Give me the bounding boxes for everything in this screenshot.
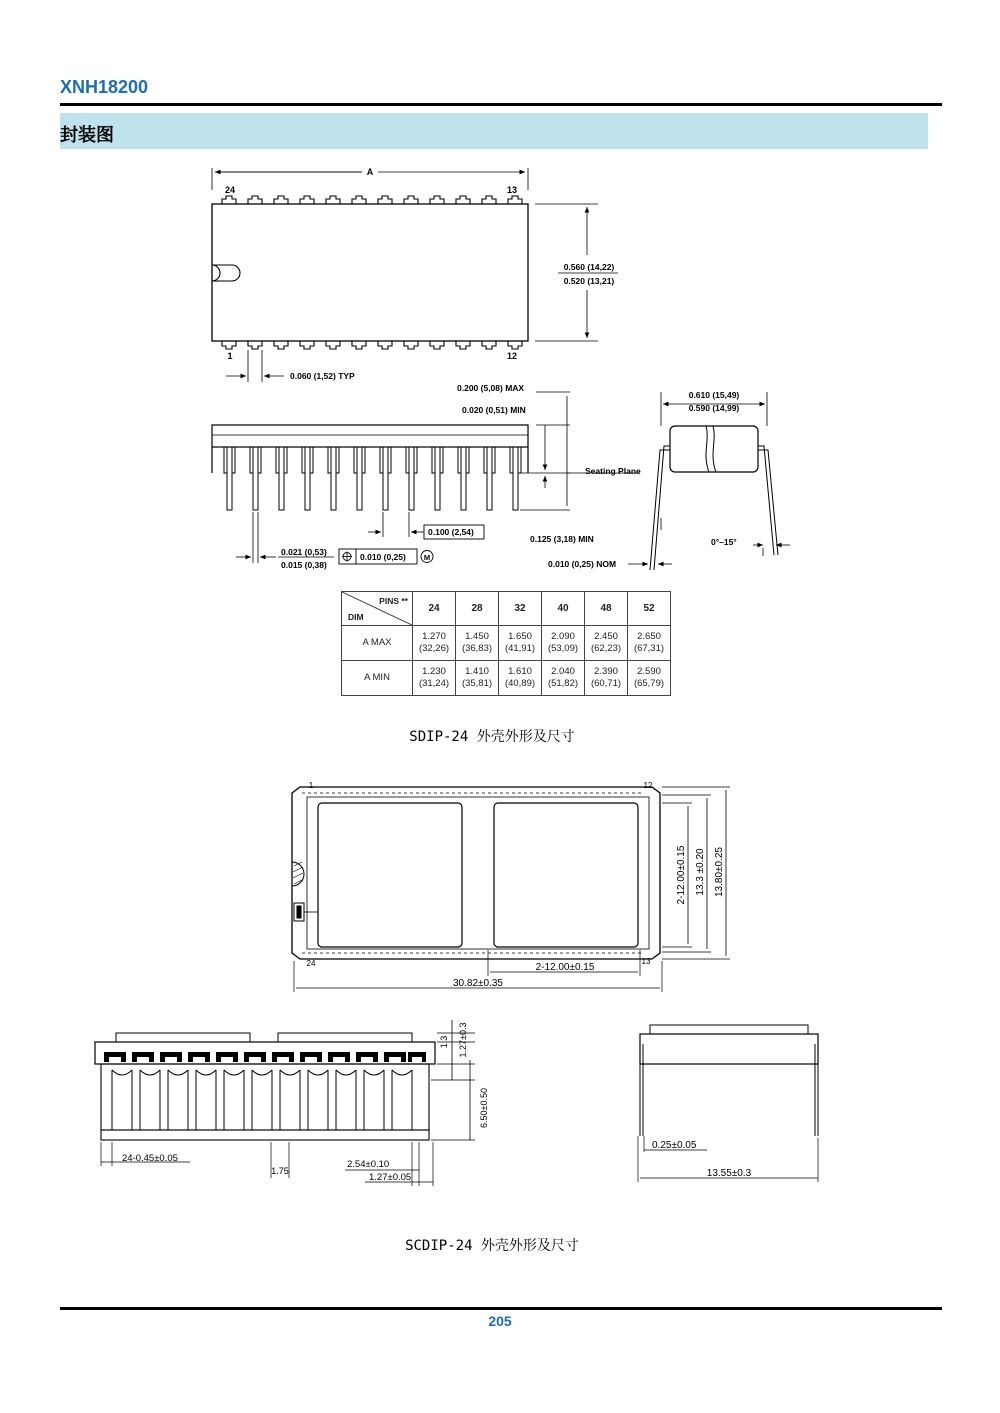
table-cell xyxy=(499,661,542,696)
sdip-angle-label: 0°–15° xyxy=(711,537,737,547)
sdip-lead-pitch-label: 0.100 (2,54) xyxy=(428,527,474,537)
page-number: 205 xyxy=(488,1313,512,1329)
scdip-cavity-h-label: 2-12.00±0.15 xyxy=(676,845,687,905)
sdip-pin-1-label: 1 xyxy=(227,351,233,361)
scdip-pin-12-label: 12 xyxy=(643,781,653,790)
table-cell xyxy=(456,661,499,696)
table-col-header: 24 xyxy=(413,592,456,626)
scdip-span-label: 13.55±0.3 xyxy=(706,1168,752,1179)
table-cell xyxy=(413,661,456,696)
scdip-end-view xyxy=(638,1025,818,1182)
sdip-tolerance-modifier: M xyxy=(423,553,431,562)
cell-mm: (53,09) xyxy=(547,643,579,654)
sdip-caption: SDIP-24 外壳外形及尺寸 xyxy=(409,729,575,745)
cell-mm: (65,79) xyxy=(633,678,665,689)
table-cell xyxy=(628,661,671,696)
scdip-top-view xyxy=(292,787,730,992)
sdip-row-span-min-label: 0.590 (14,99) xyxy=(688,403,740,413)
sdip-24-drawing xyxy=(0,150,1000,590)
cell-inch: 2.390 xyxy=(594,666,618,677)
sdip-height-max-label: 0.200 (5,08) MAX xyxy=(457,383,525,393)
table-row-label: A MIN xyxy=(342,661,413,696)
table-row-label: A MAX xyxy=(342,626,413,661)
scdip-dim-1-3-label: 1.3 xyxy=(439,1035,449,1049)
scdip-pin-24-label: 24 xyxy=(306,959,316,968)
table-cell xyxy=(585,661,628,696)
sdip-dimension-table xyxy=(341,591,671,696)
table-corner-pins: PINS ** xyxy=(379,596,408,606)
table-cell xyxy=(456,626,499,661)
cell-inch: 1.650 xyxy=(508,631,532,642)
table-cell xyxy=(413,626,456,661)
cell-mm: (36,83) xyxy=(461,643,493,654)
scdip-pin-1-label: 1 xyxy=(308,781,314,790)
sdip-lead-len-min-label: 0.125 (3,18) MIN xyxy=(530,534,594,544)
table-corner-cell xyxy=(342,592,413,626)
table-cell xyxy=(628,626,671,661)
sdip-width-min-label: 0.520 (13,21) xyxy=(563,276,615,286)
cell-inch: 2.090 xyxy=(551,631,575,642)
scdip-body-w-label: 13.3 ±0.20 xyxy=(695,848,706,896)
scdip-pin-13-label: 13 xyxy=(641,957,651,966)
scdip-pitch-label: 2.54±0.10 xyxy=(347,1159,390,1170)
cell-mm: (62,23) xyxy=(590,643,622,654)
scdip-dim-6-50-label: 6.50±0.50 xyxy=(479,1088,489,1128)
table-row xyxy=(342,661,671,696)
table-col-header: 52 xyxy=(628,592,671,626)
scdip-24-drawing xyxy=(0,770,1000,1230)
scdip-cavity-w-label: 2-12.00±0.15 xyxy=(535,962,595,973)
sdip-row-span-max-label: 0.610 (15,49) xyxy=(688,390,740,400)
table-cell xyxy=(585,626,628,661)
table-col-header: 48 xyxy=(585,592,628,626)
cell-inch: 2.590 xyxy=(637,666,661,677)
sdip-lead-w-min-label: 0.015 (0,38) xyxy=(281,560,327,570)
sdip-dim-a-label: A xyxy=(366,167,374,177)
document-title: XNH18200 xyxy=(60,77,149,97)
cell-inch: 1.270 xyxy=(422,631,446,642)
scdip-total-w-label: 13.80±0.25 xyxy=(714,847,725,897)
table-cell xyxy=(542,626,585,661)
scdip-dim-1-27-05-label: 1.27±0.05 xyxy=(369,1172,412,1183)
cell-inch: 1.610 xyxy=(508,666,532,677)
sdip-end-view xyxy=(628,392,790,570)
sdip-width-max-label: 0.560 (14,22) xyxy=(563,262,615,272)
cell-inch: 1.230 xyxy=(422,666,446,677)
table-col-header: 40 xyxy=(542,592,585,626)
sdip-pin-13-label: 13 xyxy=(506,185,518,195)
cell-inch: 2.450 xyxy=(594,631,618,642)
table-col-header: 32 xyxy=(499,592,542,626)
footer-rule xyxy=(60,1307,942,1310)
table-corner-dim: DIM xyxy=(348,612,364,622)
table-cell xyxy=(499,626,542,661)
scdip-lead-width-label: 24-0.45±0.05 xyxy=(122,1153,178,1164)
section-title: 封装图 xyxy=(60,125,114,145)
sdip-tolerance-label: 0.010 (0,25) xyxy=(360,552,406,562)
cell-mm: (31,24) xyxy=(418,678,450,689)
sdip-pitch-label: 0.060 (1,52) TYP xyxy=(290,371,355,381)
cell-mm: (60,71) xyxy=(590,678,622,689)
cell-mm: (32,26) xyxy=(418,643,450,654)
scdip-length-label: 30.82±0.35 xyxy=(453,978,503,989)
cell-mm: (40,89) xyxy=(504,678,536,689)
cell-inch: 2.040 xyxy=(551,666,575,677)
scdip-caption: SCDIP-24 外壳外形及尺寸 xyxy=(405,1238,579,1254)
cell-mm: (41,91) xyxy=(504,643,536,654)
table-col-header: 28 xyxy=(456,592,499,626)
scdip-lead-thk-label: 0.25±0.05 xyxy=(652,1140,697,1151)
cell-mm: (35,81) xyxy=(461,678,493,689)
sdip-lead-w-max-label: 0.021 (0,53) xyxy=(281,547,327,557)
table-header-row xyxy=(342,592,671,626)
cell-mm: (67,31) xyxy=(633,643,665,654)
sdip-lead-thk-label: 0.010 (0,25) NOM xyxy=(548,559,617,569)
scdip-dim-1-75-label: 1.75 xyxy=(271,1166,289,1176)
header-rule xyxy=(60,103,942,106)
sdip-pin-12-label: 12 xyxy=(506,351,518,361)
table-row xyxy=(342,626,671,661)
sdip-pin-24-label: 24 xyxy=(224,185,236,195)
sdip-seating-plane-label: Seating Plane xyxy=(585,466,641,476)
table-cell xyxy=(542,661,585,696)
sdip-top-view xyxy=(212,168,618,382)
sdip-standoff-min-label: 0.020 (0,51) MIN xyxy=(462,405,526,415)
section-header-bar xyxy=(60,113,928,149)
cell-inch: 1.410 xyxy=(465,666,489,677)
cell-inch: 1.450 xyxy=(465,631,489,642)
cell-mm: (51,82) xyxy=(547,678,579,689)
scdip-dim-1-27-03-label: 1.27±0.3 xyxy=(458,1022,468,1058)
cell-inch: 2.650 xyxy=(637,631,661,642)
